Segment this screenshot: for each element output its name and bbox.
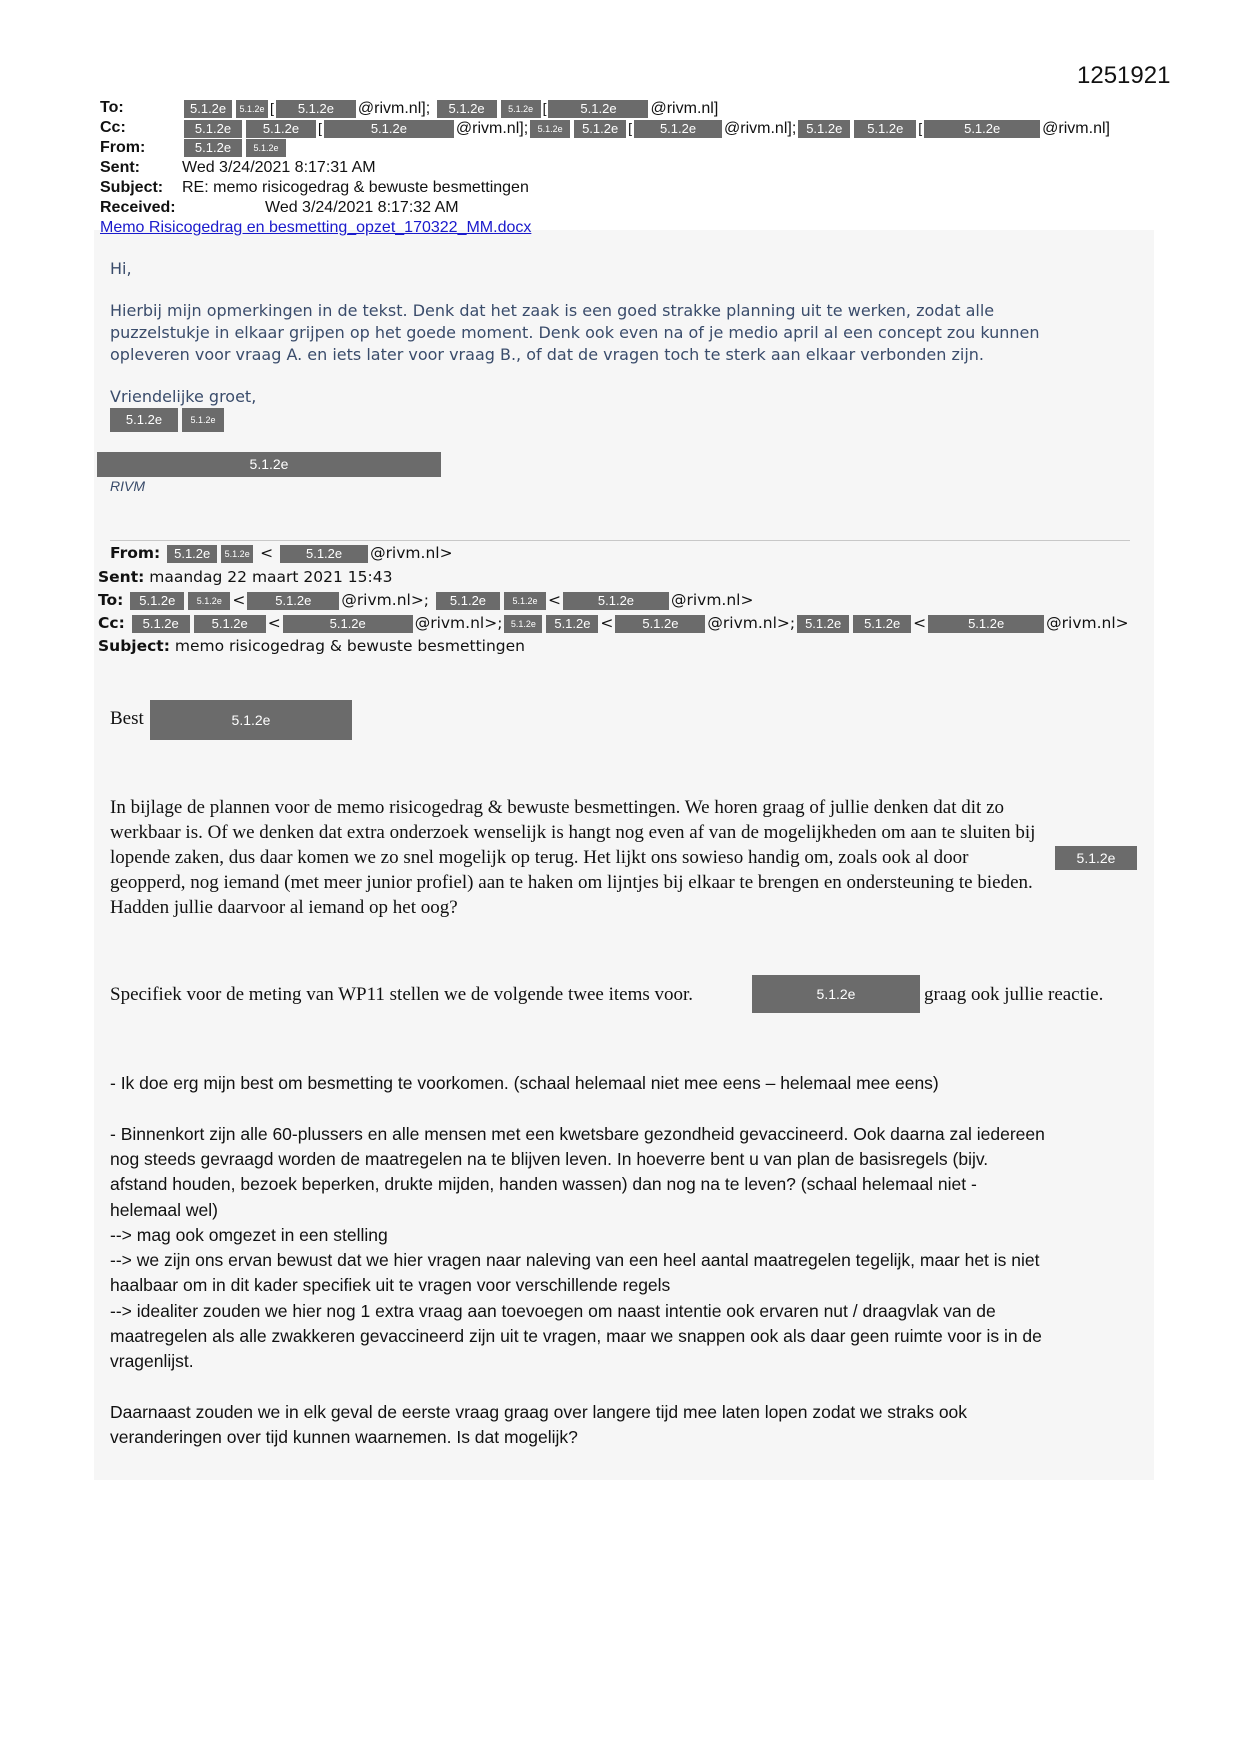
paragraph-line: Hadden jullie daarvoor al iemand op het oog? — [110, 897, 458, 918]
redaction: 5.1.2e — [501, 100, 541, 118]
redaction: 5.1.2e — [276, 100, 356, 118]
redaction: 5.1.2e — [928, 615, 1044, 633]
redaction: 5.1.2e — [184, 139, 242, 157]
fwd-subject-label: Subject: — [98, 637, 170, 655]
to-label: To: — [100, 99, 124, 116]
cc-recipients: 5.1.2e 5.1.2e [ 5.1.2e @rivm.nl]; 5.1.2e 5.1.2e [ 5.1.2e @rivm.nl]; 5.1.2e 5.1.2e [ 5.1.2e @rivm.nl] — [182, 118, 1110, 139]
cc-label: Cc: — [100, 119, 126, 136]
lt-sign: < — [547, 591, 561, 609]
document-id: 1251921 — [1077, 62, 1171, 89]
redaction: 5.1.2e — [236, 100, 268, 118]
inline-redaction: 5.1.2e — [1055, 846, 1137, 870]
separator-line — [110, 540, 1130, 541]
closing-line: veranderingen over tijd kunnen waarnemen. Is dat mogelijk? — [110, 1427, 578, 1447]
to-domain-1: @rivm.nl]; — [357, 100, 431, 117]
redaction: 5.1.2e — [184, 120, 242, 138]
item-line: afstand houden, bezoek beperken, drukte mijden, handen wassen) dan nog na te leven? (schaal helemaal niet - — [110, 1174, 977, 1194]
fwd-sent-row — [98, 566, 392, 588]
fwd-cc-label: Cc: — [98, 614, 125, 632]
header-subject-row — [100, 178, 163, 198]
fwd-cc-domain-2: @rivm.nl>; — [707, 614, 796, 632]
paragraph-line: geopperd, nog iemand (met meer junior profiel) aan te haken om lijntjes bij elkaar te brengen en ondersteuning te bieden. — [110, 872, 1033, 893]
fwd-cc-domain-3: @rivm.nl> — [1046, 614, 1129, 632]
cc-domain-1: @rivm.nl]; — [455, 120, 529, 137]
fwd-from-domain: @rivm.nl> — [370, 544, 453, 562]
paragraph-line: werkbaar is. Of we denken dat extra onderzoek wenselijk is hangt nog even af van de mogelijkheden om aan te sluiten bij — [110, 822, 1036, 843]
redaction: 5.1.2e — [798, 120, 850, 138]
redaction: 5.1.2e — [324, 120, 454, 138]
fwd-from-label: From: — [110, 544, 161, 562]
redaction: 5.1.2e — [246, 120, 316, 138]
redaction: 5.1.2e — [924, 120, 1040, 138]
salutation: Best — [110, 708, 144, 729]
redaction: 5.1.2e — [246, 139, 286, 157]
salutation-redaction: 5.1.2e — [150, 700, 352, 740]
sent-date: Wed 3/24/2021 8:17:31 AM — [182, 159, 376, 176]
received-label: Received: — [100, 199, 176, 216]
fwd-cc-row — [98, 612, 1129, 634]
signature-redaction: 5.1.2e — [97, 452, 441, 477]
redaction: 5.1.2e — [436, 592, 500, 610]
redaction: 5.1.2e — [548, 100, 648, 118]
received-date: Wed 3/24/2021 8:17:32 AM — [265, 199, 459, 216]
fwd-from-row — [110, 542, 453, 564]
header-from-row — [100, 138, 145, 158]
redaction: 5.1.2e — [574, 120, 626, 138]
cc-domain-3: @rivm.nl] — [1042, 120, 1110, 137]
reply-line: puzzelstukje in elkaar grijpen op het goede moment. Denk ook even na of je medio april al een concept zou kunnen — [110, 323, 1040, 342]
paragraph-line: graag ook jullie reactie. — [924, 984, 1104, 1005]
sent-label: Sent: — [100, 159, 140, 176]
redaction: 5.1.2e — [283, 615, 413, 633]
fwd-subject-row — [98, 635, 525, 657]
lt-sign: < — [913, 614, 927, 632]
header-cc-row — [100, 118, 126, 138]
redaction: 5.1.2e — [221, 545, 253, 563]
redaction: 5.1.2e — [110, 408, 178, 432]
fwd-to-row — [98, 589, 753, 611]
fwd-to-label: To: — [98, 591, 124, 609]
header-sent-row — [100, 158, 140, 178]
subject-label: Subject: — [100, 179, 164, 196]
closing-line: Daarnaast zouden we in elk geval de eerste vraag graag over langere tijd mee laten lopen zodat we straks ook — [110, 1402, 968, 1422]
from-sender — [182, 138, 288, 158]
lt-sign: < — [600, 614, 614, 632]
redaction: 5.1.2e — [797, 615, 849, 633]
lt-sign: < — [267, 614, 281, 632]
redaction: 5.1.2e — [247, 592, 339, 610]
item-line: helemaal wel) — [110, 1200, 218, 1220]
redaction: 5.1.2e — [853, 615, 911, 633]
reply-closing: Vriendelijke groet, — [110, 387, 257, 406]
paragraph-line: lopende zaken, dus daar komen we zo snel mogelijk op terug. Het lijkt ons sowieso handig om, zoals ook al door — [110, 847, 969, 868]
redaction: 5.1.2e — [854, 120, 916, 138]
fwd-sent-date: maandag 22 maart 2021 15:43 — [149, 568, 393, 586]
attachment-row — [100, 219, 531, 237]
paragraph-line: In bijlage de plannen voor de memo risicogedrag & bewuste besmettingen. We horen graag of jullie denken dat dit zo — [110, 797, 1005, 818]
paragraph-line: Specifiek voor de meting van WP11 stellen we de volgende twee items voor. — [110, 984, 694, 1005]
redaction: 5.1.2e — [188, 592, 230, 610]
redaction: 5.1.2e — [634, 120, 722, 138]
reply-signature-name — [108, 408, 226, 432]
redaction: 5.1.2e — [167, 545, 217, 563]
redaction: 5.1.2e — [530, 120, 570, 138]
item-line: - Ik doe erg mijn best om besmetting te voorkomen. (schaal helemaal niet mee eens – helemaal mee eens) — [110, 1073, 939, 1093]
subject-text: RE: memo risicogedrag & bewuste besmettingen — [182, 179, 529, 196]
redaction: 5.1.2e — [437, 100, 497, 118]
fwd-cc-domain-1: @rivm.nl>; — [414, 614, 503, 632]
redaction: 5.1.2e — [182, 408, 224, 432]
redaction: 5.1.2e — [280, 545, 368, 563]
lt-sign: < — [232, 591, 246, 609]
note-line: vragenlijst. — [110, 1351, 194, 1371]
to-domain-2: @rivm.nl] — [650, 100, 719, 117]
redaction: 5.1.2e — [615, 615, 705, 633]
note-line: --> mag ook omgezet in een stelling — [110, 1225, 388, 1245]
note-line: maatregelen als alle zwakkeren gevaccineerd zijn uit te vragen, maar we snappen ook als daar geen ruimte voor is in de — [110, 1326, 1042, 1346]
header-to-row — [100, 98, 124, 118]
inline-redaction: 5.1.2e — [752, 975, 920, 1013]
redaction: 5.1.2e — [504, 615, 542, 633]
redaction: 5.1.2e — [184, 100, 232, 118]
header-received-row — [100, 198, 176, 218]
fwd-sent-label: Sent: — [98, 568, 145, 586]
item-line: nog steeds gevraagd worden de maatregelen na te blijven leven. In hoeverre bent u van plan de basisregels (bijv. — [110, 1149, 989, 1169]
redaction: 5.1.2e — [132, 615, 190, 633]
reply-line: opleveren voor vraag A. en iets later voor vraag B., of dat de vragen toch te sterk aan elkaar verbonden zijn. — [110, 345, 984, 364]
redaction: 5.1.2e — [563, 592, 669, 610]
fwd-to-domain-2: @rivm.nl> — [670, 591, 754, 609]
fwd-to-domain-1: @rivm.nl>; — [341, 591, 430, 609]
note-line: --> idealiter zouden we hier nog 1 extra vraag aan toevoegen om naast intentie ook ervaren nut / draagvlak van de — [110, 1301, 996, 1321]
redaction: 5.1.2e — [194, 615, 266, 633]
note-line: --> we zijn ons ervan bewust dat we hier vragen naar naleving van een heel aantal maatregelen tegelijk, maar het is niet — [110, 1250, 1040, 1270]
attachment-link[interactable]: Memo Risicogedrag en besmetting_opzet_170322_MM.docx — [100, 219, 532, 236]
reply-greeting: Hi, — [110, 259, 132, 278]
from-label: From: — [100, 139, 146, 156]
redaction: 5.1.2e — [546, 615, 598, 633]
redaction: 5.1.2e — [130, 592, 184, 610]
item-line: - Binnenkort zijn alle 60-plussers en alle mensen met een kwetsbare gezondheid gevaccineerd. Ook daarna zal iedereen — [110, 1124, 1045, 1144]
reply-org: RIVM — [110, 478, 145, 494]
redaction: 5.1.2e — [504, 592, 546, 610]
cc-domain-2: @rivm.nl]; — [724, 120, 797, 137]
fwd-subject-text: memo risicogedrag & bewuste besmettingen — [174, 637, 525, 655]
lt-sign: < — [260, 544, 274, 562]
note-line: haalbaar om in dit kader specifiek uit te vragen voor verschillende regels — [110, 1275, 671, 1295]
to-recipients: 5.1.2e 5.1.2e [ 5.1.2e @rivm.nl]; 5.1.2e 5.1.2e [ 5.1.2e @rivm.nl] — [182, 98, 718, 119]
reply-line: Hierbij mijn opmerkingen in de tekst. Denk dat het zaak is een goed strakke planning uit te werken, zodat alle — [110, 301, 995, 320]
